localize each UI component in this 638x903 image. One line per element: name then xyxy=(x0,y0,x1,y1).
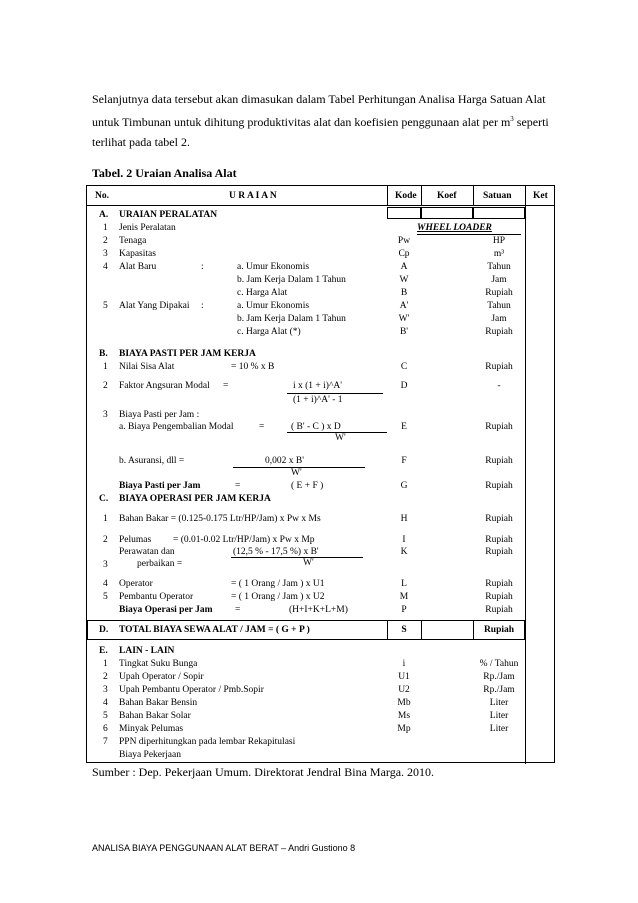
header-koef: Koef xyxy=(437,191,457,201)
row-no: 1 xyxy=(103,223,108,233)
row-no: 5 xyxy=(103,301,108,311)
row-no: 2 xyxy=(103,535,108,545)
row-satuan: WHEEL LOADER xyxy=(417,223,492,233)
row-no: 3 xyxy=(103,560,108,570)
row-text: a. Biaya Pengembalian Modal xyxy=(119,422,234,432)
row-text: Kapasitas xyxy=(119,249,156,259)
row-text: Bahan Bakar Bensin xyxy=(119,698,198,708)
row-sub: c. Harga Alat (*) xyxy=(237,327,301,337)
row-sub: b. Jam Kerja Dalam 1 Tahun xyxy=(237,314,346,324)
row-sub: a. Umur Ekonomis xyxy=(237,301,310,311)
row-kode: U1 xyxy=(398,672,410,682)
row-kode: H xyxy=(400,514,408,524)
col-sep xyxy=(473,186,474,205)
row-val: ( E + F ) xyxy=(291,481,324,491)
section-a-letter: A. xyxy=(99,210,109,220)
row-text: Upah Pembantu Operator / Pmb.Sopir xyxy=(119,685,264,695)
row-eq: = xyxy=(223,381,229,391)
row-satuan: Rupiah xyxy=(485,362,513,372)
row-kode: I xyxy=(402,535,406,545)
row-no: 2 xyxy=(103,381,108,391)
row-kode: C xyxy=(400,362,408,372)
fraction-numerator: (12,5 % - 17,5 %) x B' xyxy=(233,547,319,557)
row-kode: Mp xyxy=(397,724,411,734)
row-satuan: Rupiah xyxy=(485,605,513,615)
row-eq: = ( 1 Orang / Jam ) x U1 xyxy=(231,579,325,589)
row-satuan: Rupiah xyxy=(485,327,513,337)
row-text: Alat Baru xyxy=(119,262,157,272)
total-satuan: Rupiah xyxy=(483,625,515,635)
satuan-box xyxy=(473,207,525,219)
row-kode: Pw xyxy=(397,236,411,246)
row-eq: = 10 % x B xyxy=(231,362,275,372)
row-eq: = xyxy=(259,422,265,432)
row-eq: = xyxy=(235,605,241,615)
row-text: Pelumas xyxy=(119,535,152,545)
row-colon: : xyxy=(201,262,204,272)
row-satuan: Rupiah xyxy=(485,481,513,491)
row-text: Bahan Bakar Solar xyxy=(119,711,191,721)
row-text: Pembantu Operator xyxy=(119,592,194,602)
row-kode: W' xyxy=(398,314,410,324)
section-e-letter: E. xyxy=(99,646,108,656)
row-text: Tenaga xyxy=(119,236,147,246)
row-satuan: Tahun xyxy=(487,262,511,272)
row-no: 3 xyxy=(103,410,108,420)
section-a-title: URAIAN PERALATAN xyxy=(119,210,218,220)
analysis-table xyxy=(86,185,555,763)
row-text: b. Asuransi, dll = xyxy=(119,456,185,466)
fraction-denominator: W' xyxy=(335,433,346,443)
section-c-title: BIAYA OPERASI PER JAM KERJA xyxy=(119,494,271,504)
row-satuan: Rupiah xyxy=(485,579,513,589)
row-satuan: Jam xyxy=(491,275,507,285)
row-kode: i xyxy=(402,659,406,669)
row-kode: A xyxy=(400,262,408,272)
row-text: Alat Yang Dipakai xyxy=(119,301,190,311)
row-kode: F xyxy=(401,456,407,466)
row-kode: Ms xyxy=(397,711,411,721)
row-text: Perawatan dan xyxy=(119,547,175,557)
row-no: 1 xyxy=(103,362,108,372)
intro-line-1: Selanjutnya data tersebut akan dimasukan dalam Tabel Perhitungan Analisa Harga Satuan Alat xyxy=(92,92,546,106)
row-no: 7 xyxy=(103,737,108,747)
fraction-denominator: W' xyxy=(291,468,302,478)
row-text: Upah Operator / Sopir xyxy=(119,672,204,682)
row-satuan: Tahun xyxy=(487,301,511,311)
row-text: Nilai Sisa Alat xyxy=(119,362,175,372)
row-satuan: Rupiah xyxy=(485,422,513,432)
row-sub: c. Harga Alat xyxy=(237,288,288,298)
fraction-denominator: (1 + i)^A' - 1 xyxy=(293,395,343,405)
col-sep xyxy=(525,186,526,764)
row-text: Jenis Peralatan xyxy=(119,223,176,233)
header-divider xyxy=(87,205,554,206)
row-val: (H+I+K+L+M) xyxy=(289,605,348,615)
section-d-title: TOTAL BIAYA SEWA ALAT / JAM = ( G + P ) xyxy=(119,625,310,635)
row-no: 6 xyxy=(103,724,108,734)
row-text: Biaya Pasti per Jam xyxy=(119,481,201,491)
header-no: No. xyxy=(95,191,109,201)
intro-paragraph xyxy=(92,89,552,152)
row-text: Operator xyxy=(119,579,153,589)
row-satuan: Rupiah xyxy=(485,592,513,602)
fraction-numerator: ( B' - C ) x D xyxy=(291,422,341,432)
koef-box xyxy=(421,207,473,219)
row-kode: A' xyxy=(399,301,409,311)
row-no: 4 xyxy=(103,579,108,589)
row-kode: E xyxy=(401,422,407,432)
section-d-letter: D. xyxy=(99,625,109,635)
row-kode: B' xyxy=(399,327,409,337)
row-satuan: Rupiah xyxy=(485,456,513,466)
row-kode: B xyxy=(400,288,408,298)
row-no: 5 xyxy=(103,711,108,721)
row-satuan: HP xyxy=(492,236,506,246)
source-note: Sumber : Dep. Pekerjaan Umum. Direktorat Jendral Bina Marga. 2010. xyxy=(92,765,435,779)
row-kode: L xyxy=(401,579,407,589)
row-kode: Cp xyxy=(398,249,410,259)
row-kode: D xyxy=(400,381,408,391)
row-satuan: Rupiah xyxy=(485,288,513,298)
fraction-numerator: i x (1 + i)^A' xyxy=(293,381,342,391)
section-b-title: BIAYA PASTI PER JAM KERJA xyxy=(119,349,256,359)
row-kode: M xyxy=(399,592,409,602)
row-no: 1 xyxy=(103,514,108,524)
row-satuan: % / Tahun xyxy=(479,659,519,669)
row-eq: = xyxy=(235,481,241,491)
row-kode: G xyxy=(400,481,408,491)
row-no: 3 xyxy=(103,685,108,695)
section-c-letter: C. xyxy=(99,494,109,504)
row-no: 2 xyxy=(103,672,108,682)
header-ket: Ket xyxy=(533,191,548,201)
row-no: 4 xyxy=(103,262,108,272)
header-kode: Kode xyxy=(395,191,417,201)
fraction-numerator: 0,002 x B' xyxy=(265,456,304,466)
row-text: Minyak Pelumas xyxy=(119,724,184,734)
row-kode: P xyxy=(401,605,407,615)
row-text: PPN diperhitungkan pada lembar Rekapitulasi xyxy=(119,737,296,747)
section-e-title: LAIN - LAIN xyxy=(119,646,175,656)
row-satuan: Jam xyxy=(491,314,507,324)
row-colon: : xyxy=(201,301,204,311)
row-satuan: Liter xyxy=(489,698,509,708)
row-sub: a. Umur Ekonomis xyxy=(237,262,310,272)
row-kode: U2 xyxy=(398,685,410,695)
row-kode: Mb xyxy=(397,698,411,708)
row-no: 4 xyxy=(103,698,108,708)
row-text: Bahan Bakar = (0.125-0.175 Ltr/HP/Jam) x Pw x Ms xyxy=(119,514,321,524)
row-text: Tingkat Suku Bunga xyxy=(119,659,198,669)
row-no: 3 xyxy=(103,249,108,259)
row-eq: = (0.01-0.02 Ltr/HP/Jam) x Pw x Mp xyxy=(173,535,315,545)
row-satuan: - xyxy=(497,381,501,391)
row-text: Biaya Operasi per Jam xyxy=(119,605,213,615)
total-kode: S xyxy=(401,625,407,635)
row-satuan: Rupiah xyxy=(485,535,513,545)
header-uraian: U R A I A N xyxy=(229,191,277,201)
row-text: perbaikan = xyxy=(137,559,183,569)
row-satuan: Rupiah xyxy=(485,547,513,557)
row-text: Biaya Pasti per Jam : xyxy=(119,410,200,420)
row-satuan: Liter xyxy=(489,711,509,721)
row-sub: b. Jam Kerja Dalam 1 Tahun xyxy=(237,275,346,285)
intro-line-2: untuk Timbunan untuk dihitung produktivitas alat dan koefisien penggunaan alat per $m^3$ seperti xyxy=(92,115,549,129)
fraction-denominator: W' xyxy=(303,558,314,568)
row-satuan: Rp./Jam xyxy=(483,685,515,695)
row-satuan: Rupiah xyxy=(485,514,513,524)
page-footer: ANALISA BIAYA PENGGUNAAN ALAT BERAT – Andri Gustiono 8 xyxy=(92,843,356,853)
row-text: Biaya Pekerjaan xyxy=(119,750,181,760)
row-no: 5 xyxy=(103,592,108,602)
row-satuan: Rp./Jam xyxy=(483,672,515,682)
row-kode: W xyxy=(399,275,409,285)
col-sep xyxy=(421,186,422,205)
row-text: Faktor Angsuran Modal xyxy=(119,381,210,391)
intro-line-3: terlihat pada tabel 2. xyxy=(92,135,190,149)
table-caption: Tabel. 2 Uraian Analisa Alat xyxy=(92,166,237,180)
row-satuan: Liter xyxy=(489,724,509,734)
row-satuan: m³ xyxy=(493,249,505,259)
row-eq: = ( 1 Orang / Jam ) x U2 xyxy=(231,592,325,602)
header-satuan: Satuan xyxy=(483,191,512,201)
section-b-letter: B. xyxy=(99,349,108,359)
row-kode: K xyxy=(400,547,408,557)
col-sep xyxy=(421,620,422,640)
row-no: 1 xyxy=(103,659,108,669)
kode-box xyxy=(387,207,421,219)
row-no: 2 xyxy=(103,236,108,246)
fraction-line xyxy=(231,557,363,558)
col-sep xyxy=(387,186,388,205)
